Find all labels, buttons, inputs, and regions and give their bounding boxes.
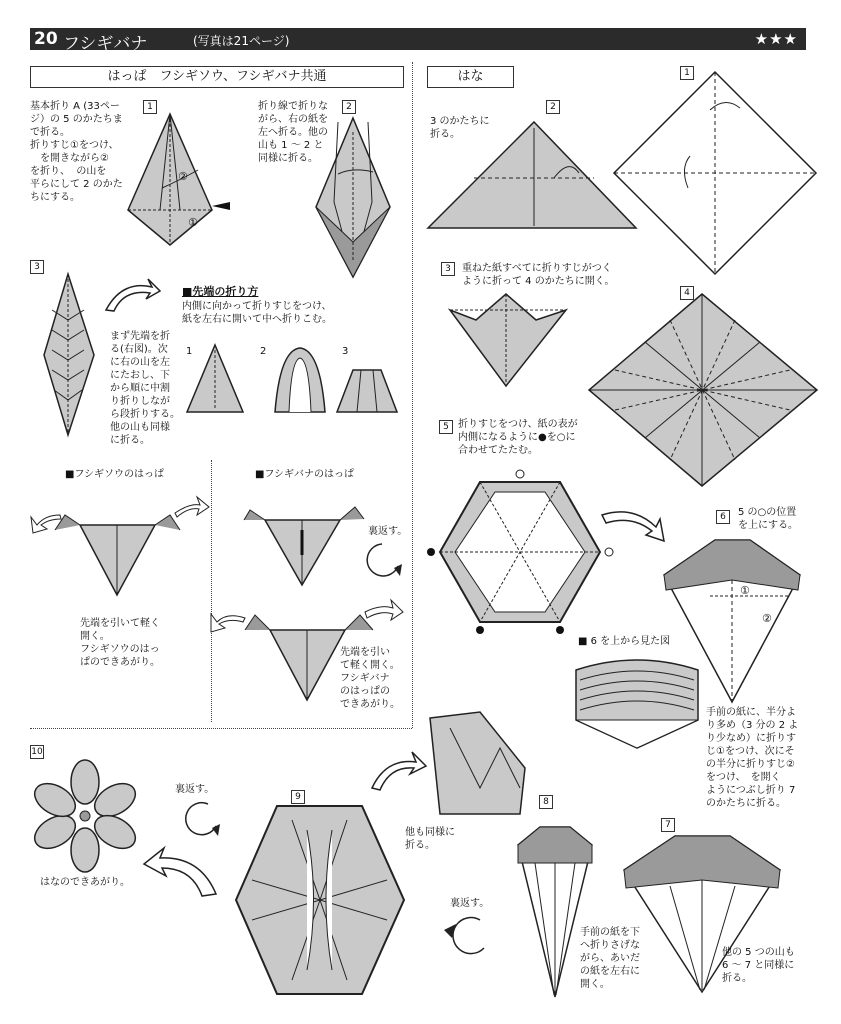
leaf-step2-text: 折り線で折りな がら、右の紙を 左へ折る。他の 山も 1 ～ 2 と 同様に折る。 [258, 101, 328, 164]
leaf-step3-number: 3 [30, 260, 44, 274]
flower-step4-diagram [585, 290, 820, 490]
flip-arrow-icon [362, 538, 407, 588]
top-view-diagram [572, 650, 702, 750]
flower-step10-number: 10 [31, 747, 43, 757]
step5-arrow-icon [598, 505, 668, 545]
leaf-step2-diagram [298, 112, 398, 282]
page-title: フシギバナ [63, 34, 148, 54]
top-view-title: ■ 6 を上から見た図 [578, 636, 671, 647]
flower-step3-diagram [446, 290, 571, 390]
venusaur-leaf-title: ■フシギバナのはっぱ [255, 469, 355, 480]
flower-step8-text: 手前の紙を下 へ折りさげな がら、あいだ の紙を左右に 開く。 [580, 927, 640, 990]
tip-diagrams [185, 340, 400, 420]
fold-mark-1: ① [188, 216, 198, 229]
leaf-step1-number: 1 [143, 100, 157, 114]
tip-text: 内側に向かって折りすじをつけ、 紙を左右に開いて中へ折りこむ。 [182, 301, 332, 325]
page-subtitle: (写真は21ページ) [193, 34, 290, 48]
flower-step5-number: 5 [439, 420, 453, 434]
venusaur-leaf-text: 先端を引い て軽く開く。 フシギバナ のはっぱの できあがり。 [340, 647, 400, 710]
tip-step-1: 1 [186, 346, 193, 357]
flower-section-title: はな [427, 66, 514, 88]
leaf-arrow-icon [102, 275, 162, 315]
ivysaur-leaf-text: 先端を引いて軽く 開く。 フシギソウのはっ ぱのできあがり。 [80, 618, 160, 668]
leaf-step1-diagram [120, 110, 230, 250]
flower-other-text: 他も同様に 折る。 [405, 827, 455, 851]
flower-step9-diagram [232, 800, 407, 1000]
flower-done-text: はなのできあがり。 [40, 877, 130, 888]
flower-step2-number: 2 [546, 100, 560, 114]
flower-step9-number: 9 [291, 790, 305, 804]
page-number: 20 [34, 29, 58, 49]
venusaur-flip-label: 裏返す。 [368, 526, 408, 537]
flower-step5-diagram [425, 462, 615, 642]
flower-step2-diagram [424, 118, 639, 233]
leaf-step3-diagram [40, 270, 100, 440]
leaf-step1-text: 基本折り A (33ペー ジ）の 5 のかたちま で折る。 折りすじ①をつけ、 を開きながら② を折り、 の山を 平らにして 2 のかた ちにする。 [30, 101, 123, 203]
tip-title: ■先端の折り方 [182, 285, 259, 298]
flip-arrow-icon-10 [178, 798, 223, 843]
flip-arrow-icon-8 [440, 910, 500, 965]
fold-mark-2: ② [178, 170, 188, 183]
step10-arrow-icon [140, 838, 220, 898]
flower-step6-text: 5 の○の位置 を上にする。 [738, 507, 798, 531]
section-divider-vertical [412, 62, 413, 728]
flower-step4-number: 4 [680, 286, 694, 300]
leaf-step2-number: 2 [342, 100, 356, 114]
ivysaur-leaf-title: ■フシギソウのはっぱ [65, 469, 165, 480]
flower-flip-label-8: 裏返す。 [450, 898, 490, 909]
tip-step-2: 2 [260, 346, 267, 357]
leaf-step3-text: まず先端を折 る(右図)。次 に右の山を左 にたおし、下 から順に中割 り折りしなが ら段折りする。 他の山も同様 に折る。 [110, 331, 180, 446]
flower-step7-text: 他の 5 つの山も 6 ～ 7 と同様に 折る。 [722, 947, 795, 984]
flower-flip-label-10: 裏返す。 [175, 784, 215, 795]
ivysaur-leaf-diagram [25, 485, 210, 600]
flower-step2-text: 3 のかたちに 折る。 [430, 116, 490, 140]
detail-arrow-icon [368, 748, 428, 793]
venusaur-leaf-diagram-a [240, 485, 370, 590]
detail-diagram [420, 708, 530, 818]
flower-step5-text: 折りすじをつけ、紙の表が 内側になるように●を○に 合わせてたたむ。 [458, 419, 578, 456]
flower-step1-diagram [610, 68, 820, 278]
flower-finished-diagram [30, 760, 140, 870]
flower-step6-number: 6 [716, 510, 730, 524]
flower-step8-number: 8 [539, 795, 553, 809]
difficulty-rating: ★★★ [754, 30, 798, 48]
tip-step-3: 3 [342, 346, 349, 357]
leaf-section-title: はっぱ フシギソウ、フシギバナ共通 [30, 66, 404, 88]
step6-fold-mark-1: ① [740, 584, 750, 597]
flower-step1-number: 1 [680, 66, 694, 80]
flower-step3-number: 3 [441, 262, 455, 276]
flower-step3-text: 重ねた紙すべてに折りすじがつく ように折って 4 のかたちに開く。 [462, 263, 615, 287]
flower-step7-number: 7 [661, 818, 675, 832]
section-divider-horizontal [30, 728, 412, 729]
step6-fold-mark-2: ② [762, 612, 772, 625]
page-header [30, 28, 806, 54]
flower-step6-desc: 手前の紙に、半分よ り多め（3 分の 2 よ り少なめ）に折りす じ①をつけ、次にそ の半分に折りすじ② をつけ、 を開く ようにつぶし折り 7 のかたちに折る。 [706, 707, 799, 809]
